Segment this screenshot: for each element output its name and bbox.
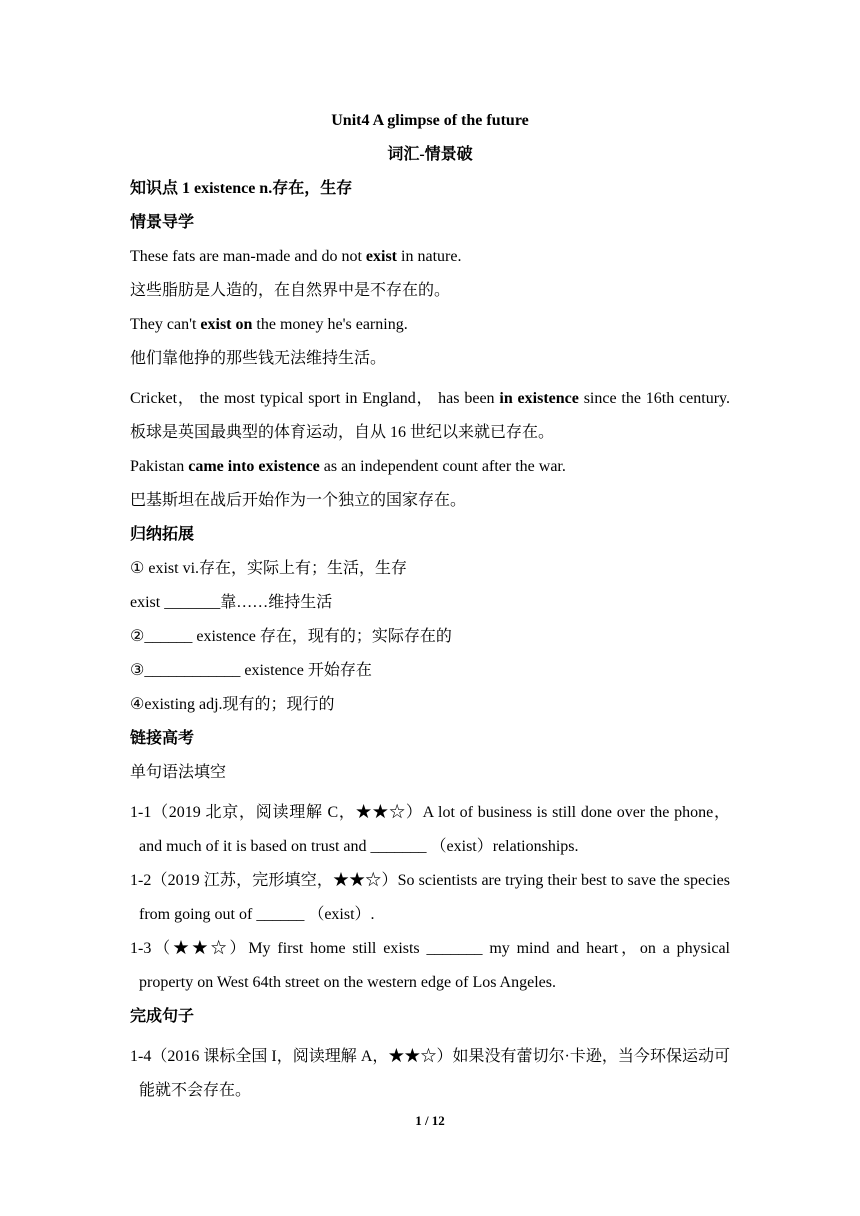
document-subtitle: 词汇-情景破 bbox=[387, 146, 473, 163]
example-sentence-4 bbox=[130, 456, 730, 478]
text-span: Pakistan bbox=[130, 458, 189, 475]
page-number: 1 / 12 bbox=[415, 1113, 445, 1128]
example-sentence-1 bbox=[130, 246, 730, 268]
example-translation-4: 巴基斯坦在战后开始作为一个独立的国家存在。 bbox=[130, 492, 467, 509]
text-span: These fats are man-made and do not bbox=[130, 248, 366, 265]
extension-item-3: ②______ existence 存在，现有的；实际存在的 bbox=[130, 628, 452, 645]
section-heading-complete: 完成句子 bbox=[130, 1008, 195, 1025]
section-heading-extension: 归纳拓展 bbox=[130, 526, 195, 543]
question-1-2: 1-2（2019 江苏，完形填空，★★☆）So scientists are trying their best to save the species from going out of ______ （exist）. bbox=[130, 872, 730, 923]
text-span: in nature. bbox=[397, 248, 462, 265]
text-span: Cricket， the most typical sport in England， has been bbox=[130, 390, 500, 407]
extension-item-1: ① exist vi.存在，实际上有；生活，生存 bbox=[130, 560, 408, 577]
text-span: as an independent count after the war. bbox=[319, 458, 566, 475]
extension-item-5: ④existing adj.现有的；现行的 bbox=[130, 696, 335, 713]
question-1-3: 1-3（★★☆）My first home still exists _______ my mind and heart，on a physical property on West 64th street on the western edge of Los Angeles. bbox=[130, 940, 730, 991]
example-translation-1: 这些脂肪是人造的，在自然界中是不存在的。 bbox=[130, 282, 451, 299]
extension-item-4: ③____________ existence 开始存在 bbox=[130, 662, 372, 679]
knowledge-point-heading: 知识点 1 existence n.存在，生存 bbox=[130, 180, 353, 197]
extension-item-2: exist _______靠……维持生活 bbox=[130, 594, 333, 611]
document-body bbox=[130, 110, 730, 1108]
text-span: They can't bbox=[130, 316, 201, 333]
example-translation-2: 他们靠他挣的那些钱无法维持生活。 bbox=[130, 350, 387, 367]
question-1-1: 1-1（2019 北京，阅读理解 C，★★☆）A lot of business is still done over the phone，and much of it is based on trust and _______ （exist）relationships. bbox=[130, 804, 730, 855]
keyword: came into existence bbox=[188, 458, 320, 475]
document-title: Unit4 A glimpse of the future bbox=[331, 112, 529, 129]
example-sentence-3 bbox=[130, 382, 730, 450]
example-sentence-2 bbox=[130, 314, 730, 336]
keyword: in existence bbox=[499, 390, 579, 407]
text-span: the money he's earning. bbox=[252, 316, 408, 333]
sub-heading-grammar: 单句语法填空 bbox=[130, 764, 227, 781]
section-heading-exam: 链接高考 bbox=[130, 730, 195, 747]
section-heading-context: 情景导学 bbox=[130, 214, 195, 231]
keyword: exist on bbox=[200, 316, 253, 333]
keyword: exist bbox=[365, 248, 398, 265]
text-span: since the 16th century.板球是英国最典型的体育运动，自从 16 世纪以来就已存在。 bbox=[130, 390, 730, 441]
question-1-4: 1-4（2016 课标全国 I，阅读理解 A，★★☆）如果没有蕾切尔·卡逊，当今环保运动可能就不会存在。 bbox=[130, 1048, 730, 1099]
